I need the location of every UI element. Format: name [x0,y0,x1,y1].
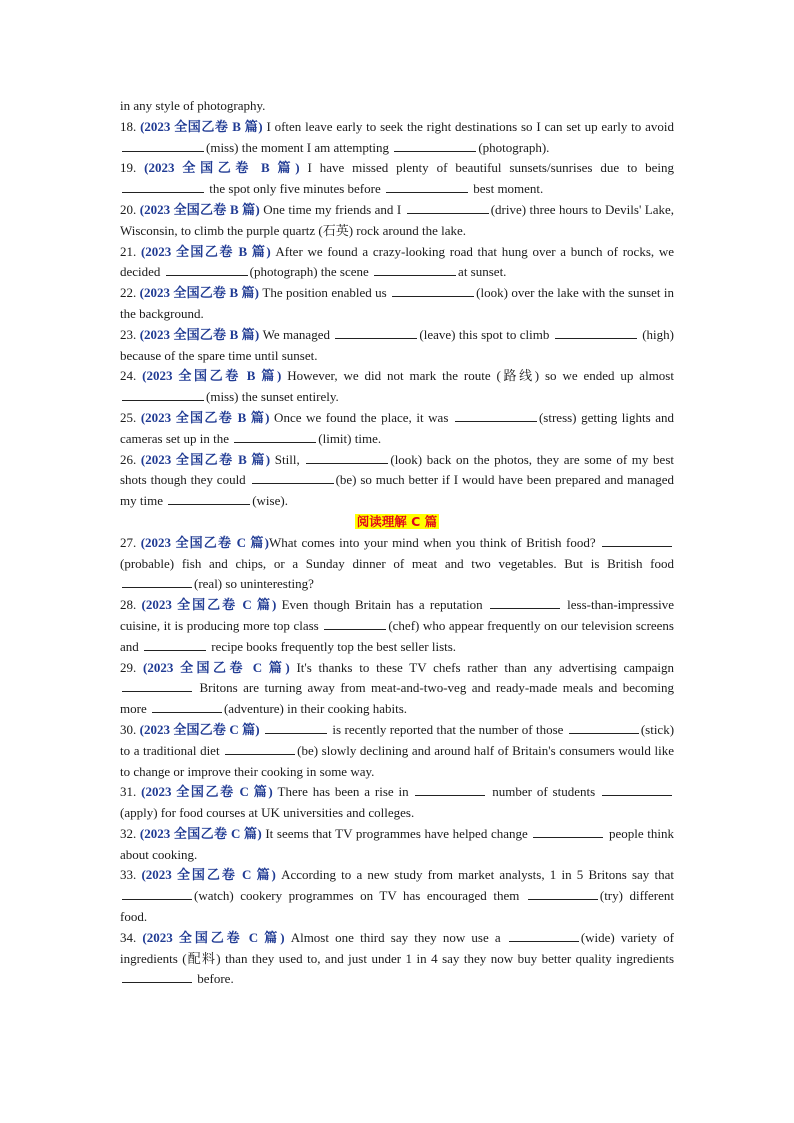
answer-blank[interactable] [335,326,417,339]
answer-blank[interactable] [225,742,295,755]
answer-blank[interactable] [168,492,250,505]
answer-blank[interactable] [569,721,639,734]
answer-blank[interactable] [252,471,334,484]
answer-blank[interactable] [602,534,672,547]
answer-blank[interactable] [122,575,192,588]
answer-blank[interactable] [122,139,204,152]
item-31: 31. (2023 全国乙卷 C 篇) There has been a rise in number of students (apply) for food courses at UK universities and colleges. [120,782,674,824]
item-30: 30. (2023 全国乙卷 C 篇) is recently reported that the number of those (stick) to a traditional diet (be) slowly declining and around half of Britain's consumers would like to change or improve their cooking in some way. [120,721,675,779]
item-20: 20. (2023 全国乙卷 B 篇) One time my friends and I (drive) three hours to Devils' Lake, Wisconsin, to climb the purple quartz (石英) rock around the lake. [120,201,674,238]
source-tag: (2023 全国乙卷 C 篇) [139,825,262,841]
answer-blank[interactable] [602,783,672,796]
source-tag: (2023 全国乙卷 C 篇) [141,597,277,613]
answer-blank[interactable] [122,388,204,401]
answer-blank[interactable] [528,887,598,900]
answer-blank[interactable] [234,430,316,443]
answer-blank[interactable] [166,263,248,276]
source-tag: (2023 全国乙卷 C 篇) [142,929,285,945]
answer-blank[interactable] [306,451,388,464]
answer-blank[interactable] [152,700,222,713]
answer-blank[interactable] [265,721,327,734]
source-tag: (2023 全国乙卷 B 篇) [139,201,260,217]
answer-blank[interactable] [122,887,192,900]
answer-blank[interactable] [415,783,485,796]
item-29: 29. (2023 全国乙卷 C 篇) It's thanks to these TV chefs rather than any advertising campaign Britons are turning away from meat-and-two-veg and ready-made meals and becoming more (adventure) in their cooking habits. [120,659,675,717]
source-tag: (2023 全国乙卷 B 篇) [144,160,300,176]
source-tag: (2023 全国乙卷 C 篇) [141,784,273,800]
source-tag: (2023 全国乙卷 C 篇) [143,659,290,675]
answer-blank[interactable] [144,638,206,651]
item-23: 23. (2023 全国乙卷 B 篇) We managed (leave) this spot to climb (high) because of the spare time until sunset. [120,326,674,363]
source-tag: (2023 全国乙卷 B 篇) [142,368,282,384]
answer-blank[interactable] [555,326,637,339]
item-28: 28. (2023 全国乙卷 C 篇) Even though Britain has a reputation less-than-impressive cuisine, it is producing more top class (chef) who appear frequently on our television screens and recipe books frequently top the best seller lists. [120,597,675,654]
source-tag: (2023 全国乙卷 B 篇) [140,451,271,467]
answer-blank[interactable] [122,970,192,983]
answer-blank[interactable] [490,596,560,609]
answer-blank[interactable] [394,139,476,152]
answer-blank[interactable] [122,679,192,692]
answer-blank[interactable] [324,617,386,630]
answer-blank[interactable] [374,263,456,276]
source-tag: (2023 全国乙卷 C 篇) [139,721,260,737]
item-26: 26. (2023 全国乙卷 B 篇) Still, (look) back on the photos, they are some of my best shots though they could (be) so much better if I would have been prepared and managed my time (wise). [120,451,674,509]
item-33: 33. (2023 全国乙卷 C 篇) According to a new study from market analysts, 1 in 5 Britons say that (watch) cookery programmes on TV has encouraged them (try) different food. [120,867,675,925]
item-27: 27. (2023 全国乙卷 C 篇)What comes into your mind when you think of British food? (probable) fish and chips, or a Sunday dinner of meat and two vegetables. But is British food (real) so uninteresting? [120,534,674,592]
source-tag: (2023 全国乙卷 B 篇) [140,409,270,425]
item-22: 22. (2023 全国乙卷 B 篇) The position enabled us (look) over the lake with the sunset in the background. [120,285,674,321]
source-tag: (2023 全国乙卷 B 篇) [139,285,260,301]
item-25: 25. (2023 全国乙卷 B 篇) Once we found the place, it was (stress) getting lights and cameras set up in the (limit) time. [120,409,674,446]
source-tag: (2023 全国乙卷 C 篇) [141,867,276,883]
answer-blank[interactable] [392,284,474,297]
item-19: 19. (2023 全国乙卷 B 篇) I have missed plenty of beautiful sunsets/sunrises due to being the spot only five minutes before best moment. [120,160,674,197]
item-34: 34. (2023 全国乙卷 C 篇) Almost one third say they now use a (wide) variety of ingredients (配料) than they used to, and just under 1 in 4 say they now buy better quality ingredients before. [120,929,674,987]
source-tag: (2023 全国乙卷 B 篇) [140,118,263,134]
answer-blank[interactable] [533,825,603,838]
answer-blank[interactable] [386,180,468,193]
section-title: 阅读理解 C 篇 [356,513,438,529]
item-17-continuation: in any style of photography. [120,98,266,113]
item-32: 32. (2023 全国乙卷 C 篇) It seems that TV programmes have helped change people think about cooking. [120,825,675,862]
answer-blank[interactable] [455,409,537,422]
answer-blank[interactable] [122,180,204,193]
item-18: 18. (2023 全国乙卷 B 篇) I often leave early to seek the right destinations so I can set up early to avoid (miss) the moment I am attempting (photograph). [120,118,674,155]
source-tag: (2023 全国乙卷 C 篇) [140,534,269,550]
source-tag: (2023 全国乙卷 B 篇) [139,326,260,342]
answer-blank[interactable] [407,201,489,214]
item-24: 24. (2023 全国乙卷 B 篇) However, we did not mark the route (路线) so we ended up almost (miss) the sunset entirely. [120,368,674,405]
source-tag: (2023 全国乙卷 B 篇) [140,243,271,259]
item-21: 21. (2023 全国乙卷 B 篇) After we found a crazy-looking road that hung over a bunch of rocks, we decided (photograph) the scene at sunset. [120,243,674,280]
answer-blank[interactable] [509,929,579,942]
